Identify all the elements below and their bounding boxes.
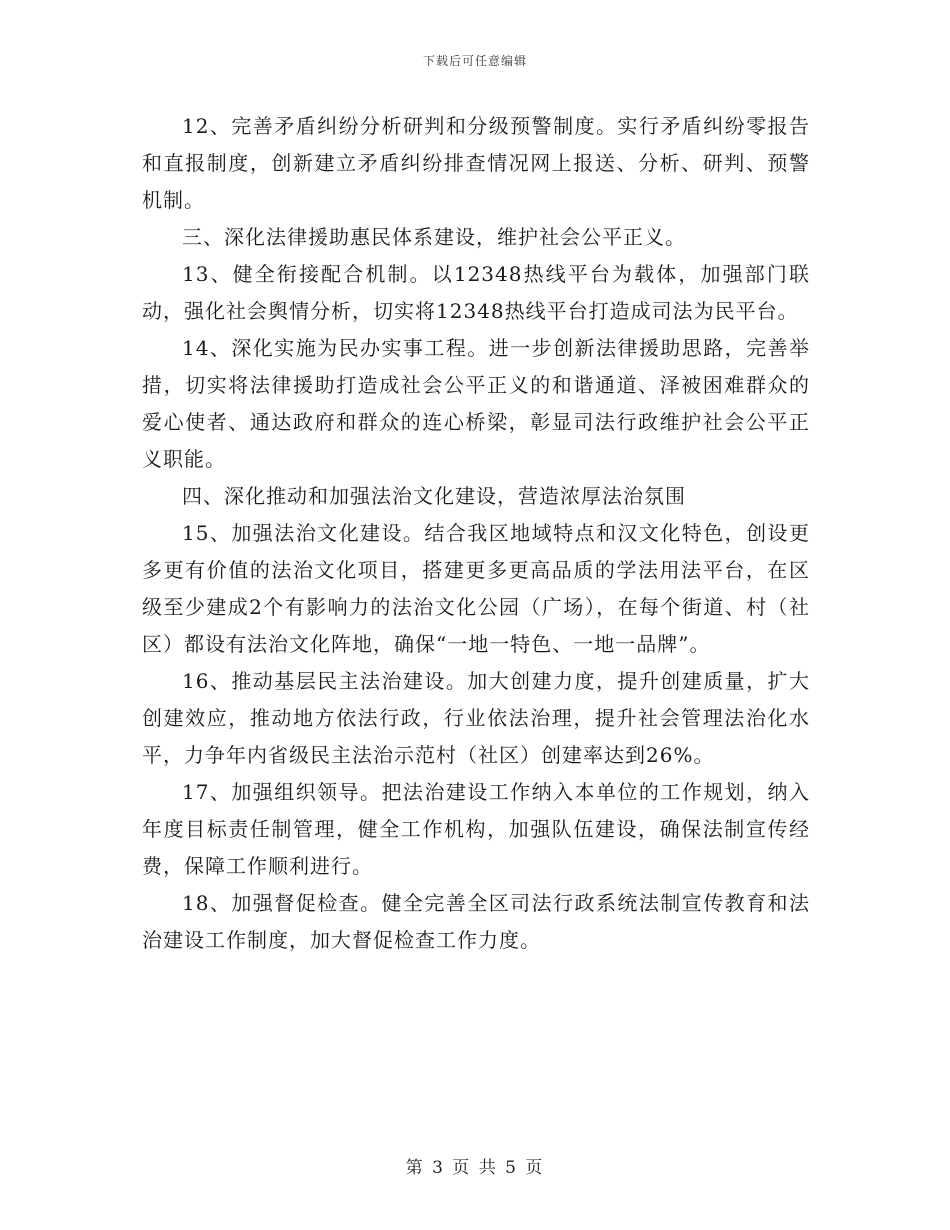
paragraph-17: 17、加强组织领导。把法治建设工作纳入本单位的工作规划，纳入年度目标责任制管理，健全工作机构，加强队伍建设，确保法制宣传经费，保障工作顺利进行。 [142,780,810,878]
paragraph-18: 18、加强督促检查。健全完善全区司法行政系统法制宣传教育和法治建设工作制度，加大督促检查工作力度。 [142,891,810,952]
section-heading-3: 三、深化法律援助惠民体系建设，维护社会公平正义。 [182,225,686,249]
paragraph-15: 15、加强法治文化建设。结合我区地域特点和汉文化特色，创设更多更有价值的法治文化项目，搭建更多更高品质的学法用法平台，在区级至少建成2个有影响力的法治文化公园（广场），在每个街道、村（社区）都设有法治文化阵地，确保“一地一特色、一地一品牌”。 [142,521,810,656]
paragraph-12: 12、完善矛盾纠纷分析研判和分级预警制度。实行矛盾纠纷零报告和直报制度，创新建立矛盾纠纷排查情况网上报送、分析、研判、预警机制。 [142,114,810,212]
page-header: 下载后可任意编辑 [422,54,527,68]
page-number-footer: 第 3 页 共 5 页 [405,1158,545,1178]
section-heading-4: 四、深化推动和加强法治文化建设，营造浓厚法治氛围 [182,484,686,508]
document-body [142,108,810,959]
paragraph-13: 13、健全衔接配合机制。以12348热线平台为载体，加强部门联动，强化社会舆情分析，切实将12348热线平台打造成司法为民平台。 [142,262,810,323]
paragraph-14: 14、深化实施为民办实事工程。进一步创新法律援助思路，完善举措，切实将法律援助打造成社会公平正义的和谐通道、泽被困难群众的爱心使者、通达政府和群众的连心桥梁，彰显司法行政维护社会公平正义职能。 [142,336,810,471]
paragraph-16: 16、推动基层民主法治建设。加大创建力度，提升创建质量，扩大创建效应，推动地方依法行政，行业依法治理，提升社会管理法治化水平，力争年内省级民主法治示范村（社区）创建率达到26%。 [142,669,810,767]
